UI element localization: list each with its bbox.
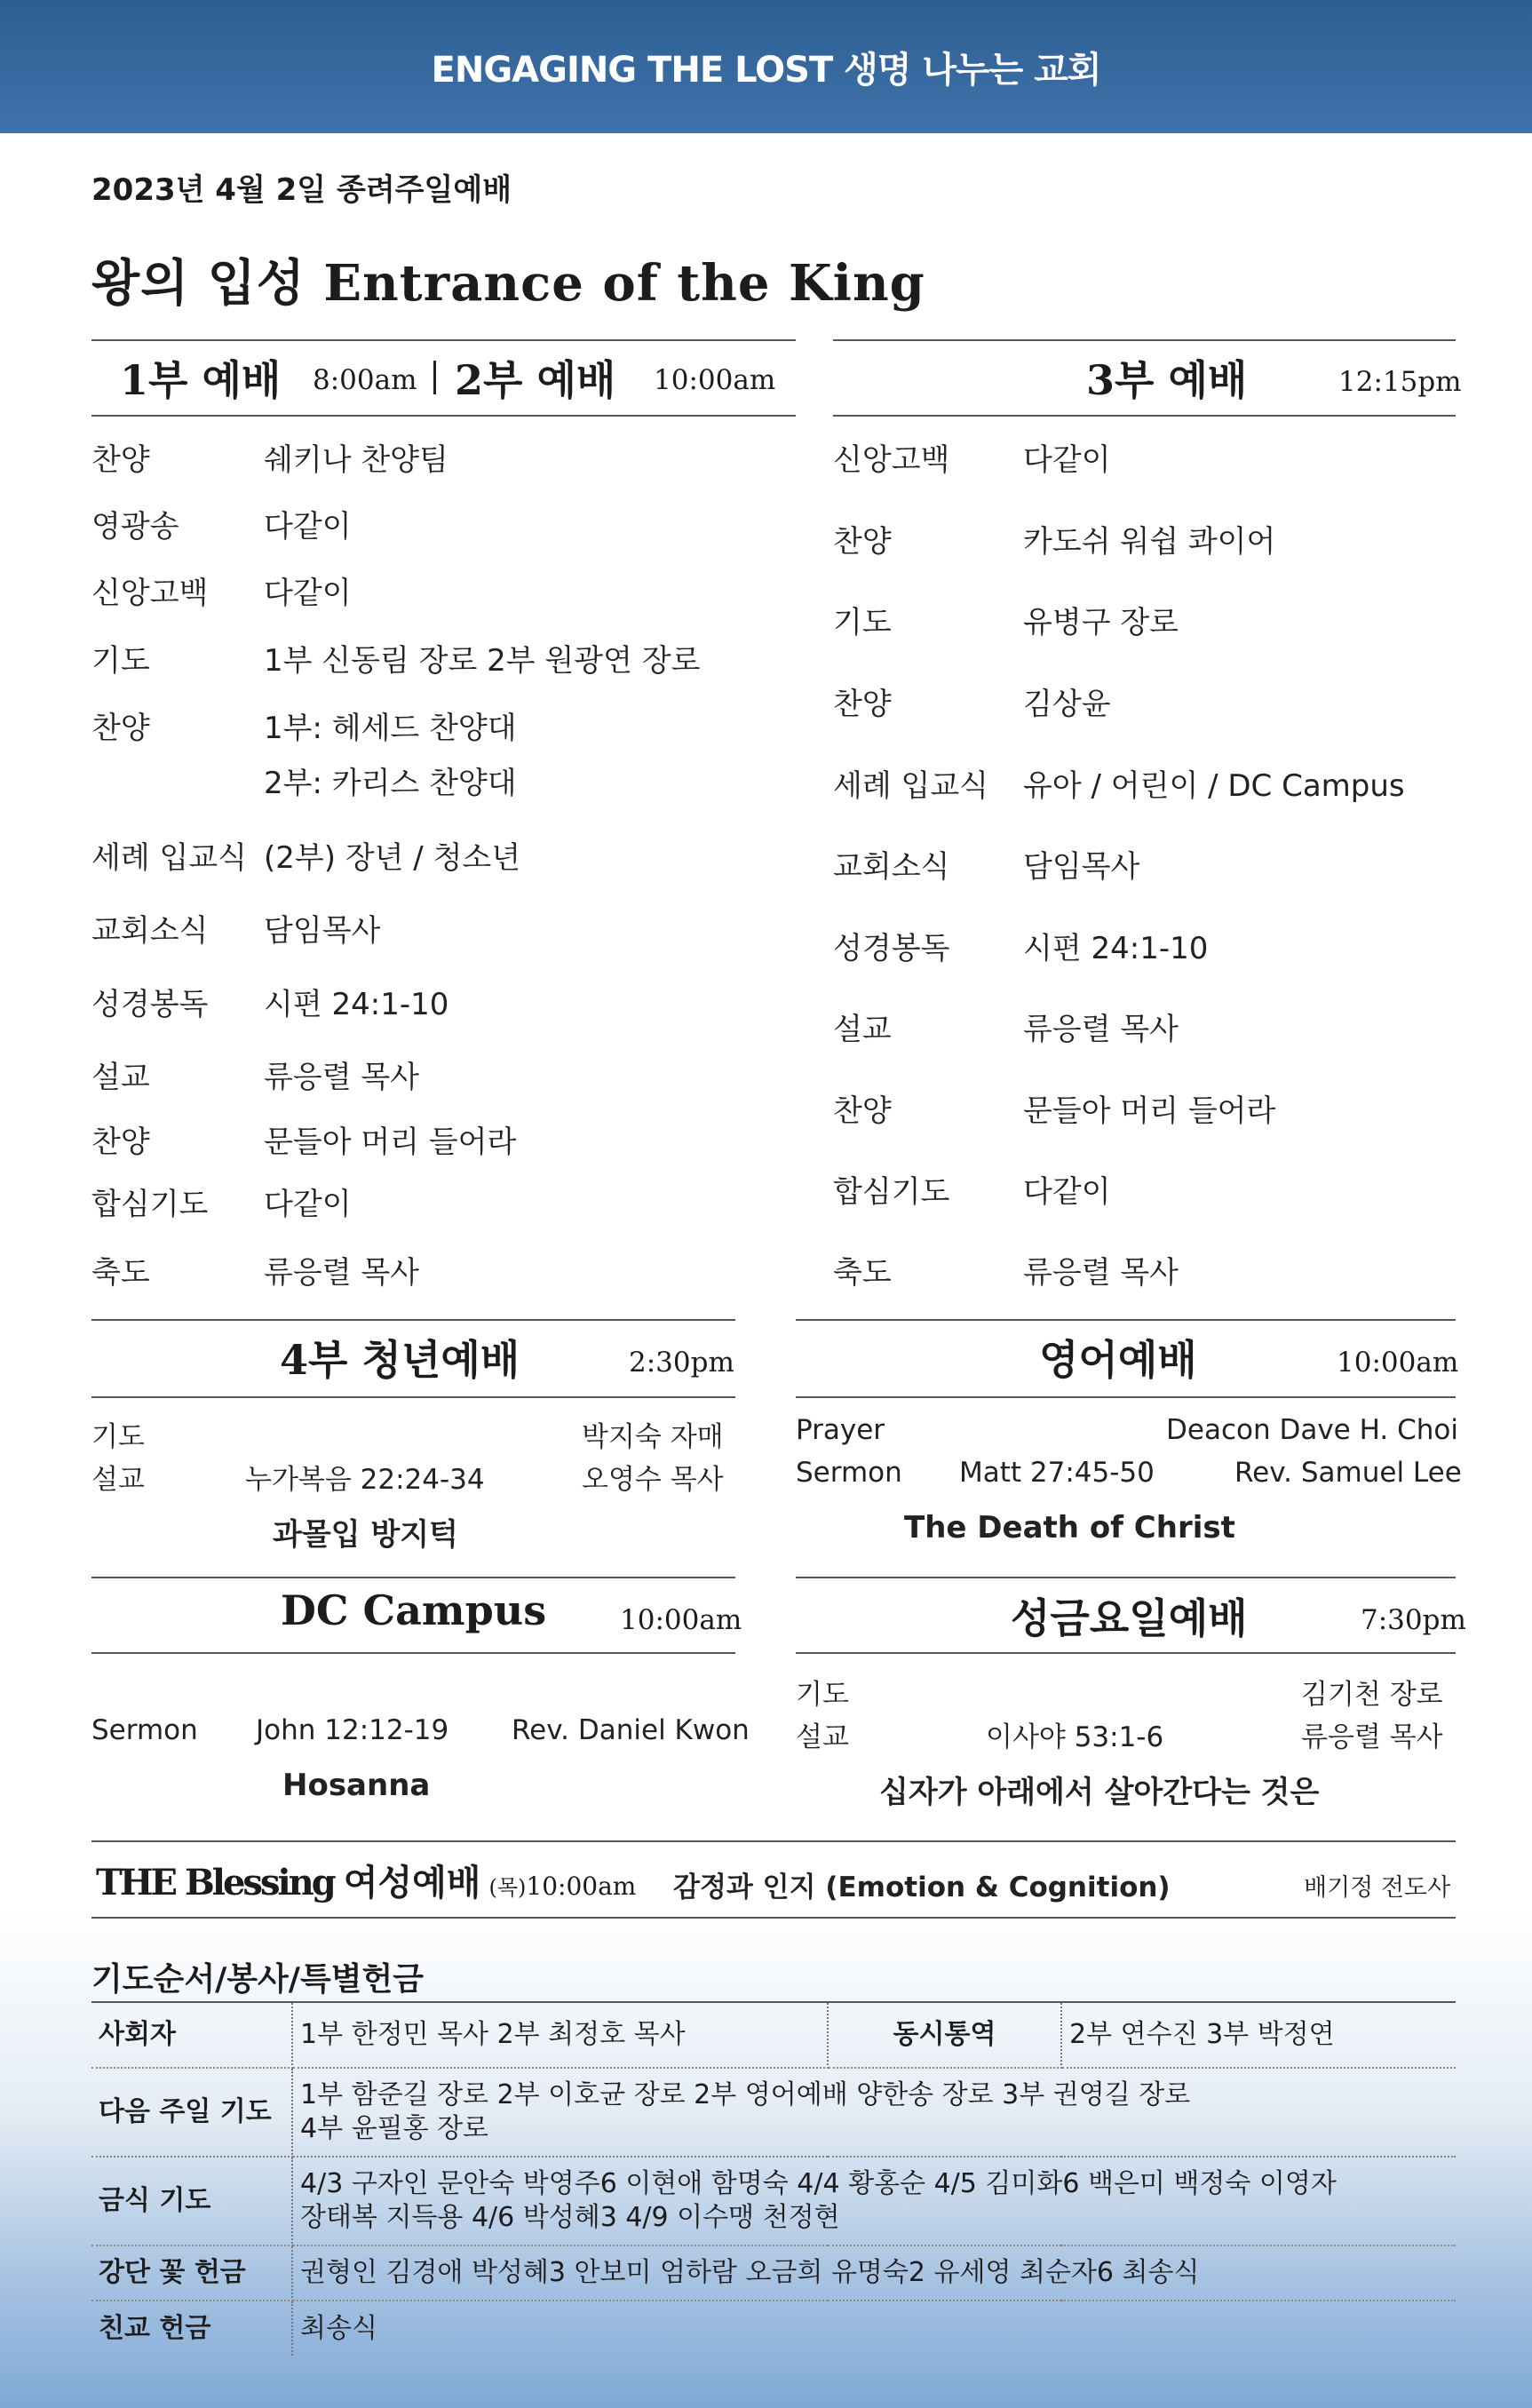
heading-separator: [433, 361, 436, 394]
english-prayer-name: Deacon Dave H. Choi: [1166, 1414, 1458, 1446]
page-title: 왕의 입성 Entrance of the King: [91, 254, 925, 313]
service3-time: 12:15pm: [1338, 366, 1462, 398]
divider: [796, 1396, 1456, 1398]
table-row: [91, 2068, 1456, 2157]
order-value: 다같이: [264, 576, 352, 611]
friday-sermon-ref: 이사야 53:1-6: [986, 1721, 1164, 1753]
order-value: 다같이: [264, 1187, 352, 1222]
divider: [91, 1652, 735, 1654]
order-label: 성경봉독: [91, 987, 209, 1022]
friday-sermon-name: 류응렬 목사: [1301, 1721, 1443, 1753]
row-label: 친교 헌금: [91, 2301, 292, 2356]
dc-sermon-name: Rev. Daniel Kwon: [512, 1714, 750, 1746]
youth-time: 2:30pm: [629, 1347, 734, 1379]
blessing-speaker: 배기정 전도사: [1304, 1874, 1451, 1902]
row-value: [292, 2157, 1456, 2245]
banner-text: ENGAGING THE LOST 생명 나누는 교회: [431, 49, 1101, 91]
row-value: 1부 한정민 목사 2부 최정호 목사: [292, 2002, 828, 2068]
header-banner: [0, 0, 1532, 133]
english-sermon-title: The Death of Christ: [904, 1510, 1235, 1546]
youth-prayer-name: 박지숙 자매: [582, 1421, 724, 1453]
value-line: 4/3 구자인 문안숙 박영주6 이현애 함명숙 4/4 황홍순 4/5 김미화6 백은미 백정숙 이영자: [300, 2168, 1337, 2199]
table-row: [91, 2157, 1456, 2245]
order-value: 1부: 헤세드 찬양대: [264, 711, 517, 746]
table-row: [91, 2301, 1456, 2356]
row-label: 사회자: [91, 2002, 292, 2068]
friday-time: 7:30pm: [1361, 1604, 1466, 1636]
friday-sermon-label: 설교: [796, 1721, 849, 1753]
dc-heading: DC Campus: [281, 1586, 547, 1634]
order-value: 시편 24:1-10: [1023, 931, 1209, 966]
friday-sermon-title: 십자가 아래에서 살아간다는 것은: [879, 1775, 1320, 1810]
row-value: 2부 연수진 3부 박정연: [1061, 2002, 1456, 2068]
order-value: 문들아 머리 들어라: [1023, 1093, 1276, 1129]
english-heading: 영어예배: [1039, 1336, 1197, 1384]
service1-time: 8:00am: [313, 364, 417, 396]
row-label: 다음 주일 기도: [91, 2068, 292, 2157]
service3-heading: 3부 예배: [1086, 356, 1248, 404]
order-value: 류응렬 목사: [1023, 1012, 1179, 1047]
divider: [796, 1319, 1456, 1321]
divider: [91, 1319, 735, 1321]
order-label: 찬양: [91, 1125, 150, 1160]
blessing-brand: THE Blessing: [96, 1862, 334, 1903]
blessing-day: (목): [488, 1875, 527, 1900]
table-row: [91, 2002, 1456, 2068]
order-value: 다같이: [264, 509, 352, 544]
roster-table: [91, 2001, 1456, 2356]
divider: [796, 1652, 1456, 1654]
order-value: 쉐키나 찬양팀: [264, 442, 448, 478]
order-value: 담임목사: [264, 913, 381, 949]
roster-title: 기도순서/봉사/특별헌금: [91, 1961, 425, 1998]
divider: [91, 1396, 735, 1398]
row-label: 금식 기도: [91, 2157, 292, 2245]
divider: [91, 1577, 735, 1578]
youth-sermon-label: 설교: [91, 1464, 145, 1496]
order-label: 신앙고백: [833, 442, 950, 478]
english-sermon-name: Rev. Samuel Lee: [1234, 1457, 1462, 1489]
divider: [796, 1577, 1456, 1578]
english-prayer-label: Prayer: [796, 1414, 885, 1446]
order-label: 합심기도: [833, 1174, 950, 1210]
order-value: 유병구 장로: [1023, 605, 1179, 640]
order-label: 교회소식: [833, 849, 950, 885]
divider: [833, 339, 1456, 341]
order-value: 류응렬 목사: [1023, 1255, 1179, 1291]
order-value: 담임목사: [1023, 849, 1140, 885]
divider: [91, 339, 796, 341]
order-value: 다같이: [1023, 1174, 1111, 1210]
divider: [91, 1917, 1456, 1919]
order-value: 류응렬 목사: [264, 1060, 420, 1095]
divider: [91, 415, 796, 417]
service2-heading: 2부 예배: [455, 356, 616, 404]
friday-prayer-name: 김기천 장로: [1301, 1679, 1443, 1711]
service1-heading: 1부 예배: [120, 356, 282, 404]
order-label: 세례 입교식: [833, 768, 989, 804]
order-label: 찬양: [91, 711, 150, 746]
order-label: 기도: [91, 643, 150, 679]
youth-sermon-name: 오영수 목사: [582, 1464, 724, 1496]
order-label: 합심기도: [91, 1187, 209, 1222]
row-value: 권형인 김경애 박성혜3 안보미 엄하람 오금희 유명숙2 유세영 최순자6 최송식: [292, 2245, 1456, 2301]
service-date: 2023년 4월 2일 종려주일예배: [91, 172, 512, 208]
row-label: 강단 꽃 헌금: [91, 2245, 292, 2301]
order-label: 영광송: [91, 509, 179, 544]
dc-sermon-label: Sermon: [91, 1714, 198, 1746]
dc-sermon-ref: John 12:12-19: [256, 1714, 449, 1746]
english-sermon-label: Sermon: [796, 1457, 902, 1489]
order-label: 찬양: [91, 442, 150, 478]
order-value: 다같이: [1023, 442, 1111, 478]
order-label: 축도: [91, 1255, 150, 1291]
order-value: 김상윤: [1023, 687, 1111, 722]
blessing-heading: [96, 1855, 636, 1905]
value-line: 1부 함준길 장로 2부 이호균 장로 2부 영어예배 양한송 장로 3부 권영길 장로: [300, 2079, 1191, 2110]
youth-sermon-ref: 누가복음 22:24-34: [245, 1464, 485, 1496]
blessing-time: 10:00am: [526, 1872, 637, 1901]
dc-sermon-title: Hosanna: [282, 1768, 431, 1803]
order-label: 성경봉독: [833, 931, 950, 966]
blessing-name: 여성예배: [343, 1862, 481, 1903]
dc-time: 10:00am: [620, 1604, 742, 1636]
value-line: 장태복 지득용 4/6 박성혜3 4/9 이수맹 천정현: [300, 2202, 840, 2233]
row-value: 최송식: [300, 2312, 377, 2344]
order-label: 신앙고백: [91, 576, 209, 611]
divider: [833, 415, 1456, 417]
order-value: 류응렬 목사: [264, 1255, 420, 1291]
english-sermon-ref: Matt 27:45-50: [959, 1457, 1155, 1489]
order-value: 유아 / 어린이 / DC Campus: [1023, 768, 1405, 804]
row-label: 동시통역: [828, 2002, 1061, 2068]
order-value: 문들아 머리 들어라: [264, 1125, 517, 1160]
order-label: 찬양: [833, 524, 892, 560]
order-label: 교회소식: [91, 913, 209, 949]
order-label: 설교: [833, 1012, 892, 1047]
order-value: 카도쉬 워쉽 콰이어: [1023, 524, 1276, 560]
english-time: 10:00am: [1337, 1347, 1459, 1379]
friday-prayer-label: 기도: [796, 1679, 849, 1711]
row-value: [292, 2068, 1456, 2157]
order-label: 설교: [91, 1060, 150, 1095]
divider: [91, 1840, 1456, 1842]
order-value: 1부 신동림 장로 2부 원광연 장로: [264, 643, 701, 679]
youth-sermon-title: 과몰입 방지턱: [273, 1517, 458, 1553]
youth-heading: 4부 청년예배: [280, 1336, 520, 1384]
service2-time: 10:00am: [654, 364, 776, 396]
order-label: 기도: [833, 605, 892, 640]
table-row: [91, 2245, 1456, 2301]
order-value: (2부) 장년 / 청소년: [264, 840, 521, 876]
youth-prayer-label: 기도: [91, 1421, 145, 1453]
order-label: 축도: [833, 1255, 892, 1291]
order-label: 찬양: [833, 687, 892, 722]
order-value: 2부: 카리스 찬양대: [264, 766, 517, 801]
blessing-topic: 감정과 인지 (Emotion & Cognition): [673, 1872, 1171, 1903]
order-label: 찬양: [833, 1093, 892, 1129]
value-line: 4부 윤필홍 장로: [300, 2113, 489, 2144]
order-value: 시편 24:1-10: [264, 987, 449, 1022]
friday-heading: 성금요일예배: [1011, 1594, 1248, 1642]
order-label: 세례 입교식: [91, 840, 248, 876]
